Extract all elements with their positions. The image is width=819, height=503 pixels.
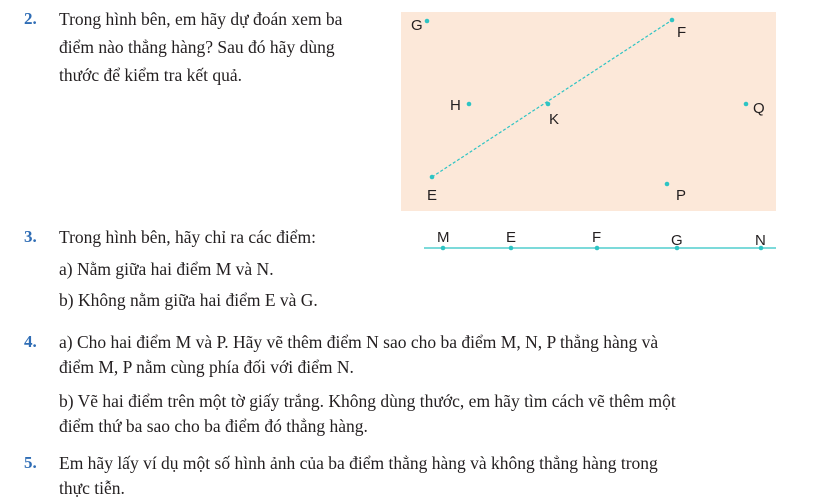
exercise-4-b-line-2: điểm thứ ba sao cho ba điểm đó thẳng hàng. [59,416,368,436]
point-h-label: H [450,97,461,114]
exercise-3-intro: Trong hình bên, hãy chỉ ra các điểm: [59,227,316,247]
point-m-dot [441,246,446,251]
point-q-label: Q [753,100,765,117]
exercise-5-line-1: Em hãy lấy ví dụ một số hình ảnh của ba điểm thẳng hàng và không thẳng hàng trong [59,453,658,473]
exercise-2-line-3: thước để kiểm tra kết quả. [59,65,242,85]
exercise-5-line-2: thực tiễn. [59,478,125,498]
point-f-label: F [677,24,687,41]
point-e-label: E [427,187,438,204]
exercise-4-a-line-2: điểm M, P nằm cùng phía đối với điểm N. [59,357,354,377]
exercise-5-number: 5. [24,453,37,472]
exercise-4-number: 4. [24,332,37,351]
exercise-3-b: b) Không nằm giữa hai điểm E và G. [59,290,318,310]
point-g2-label: G [671,232,683,249]
point-k-label: K [549,111,560,128]
point-e2-dot [509,246,514,251]
exercise-2-line-2: điểm nào thẳng hàng? Sau đó hãy dùng [59,37,335,57]
exercise-2-line-1: Trong hình bên, em hãy dự đoán xem ba [59,9,343,29]
point-f2-label: F [592,229,602,246]
point-n-label: N [755,232,766,249]
exercise-3-number: 3. [24,227,37,246]
exercise-4-a-line-1: a) Cho hai điểm M và P. Hãy vẽ thêm điểm N sao cho ba điểm M, N, P thẳng hàng và [59,332,659,352]
exercise-2-number: 2. [24,9,37,28]
exercise-4-b-line-1: b) Vẽ hai điểm trên một tờ giấy trắng. Không dùng thước, em hãy tìm cách vẽ thêm một [59,391,676,411]
exercise-3-a: a) Nằm giữa hai điểm M và N. [59,259,274,279]
point-m-label: M [437,229,450,246]
point-g-label: G [411,17,423,34]
point-p-label: P [676,187,687,204]
point-f2-dot [595,246,600,251]
point-e2-label: E [506,229,517,246]
